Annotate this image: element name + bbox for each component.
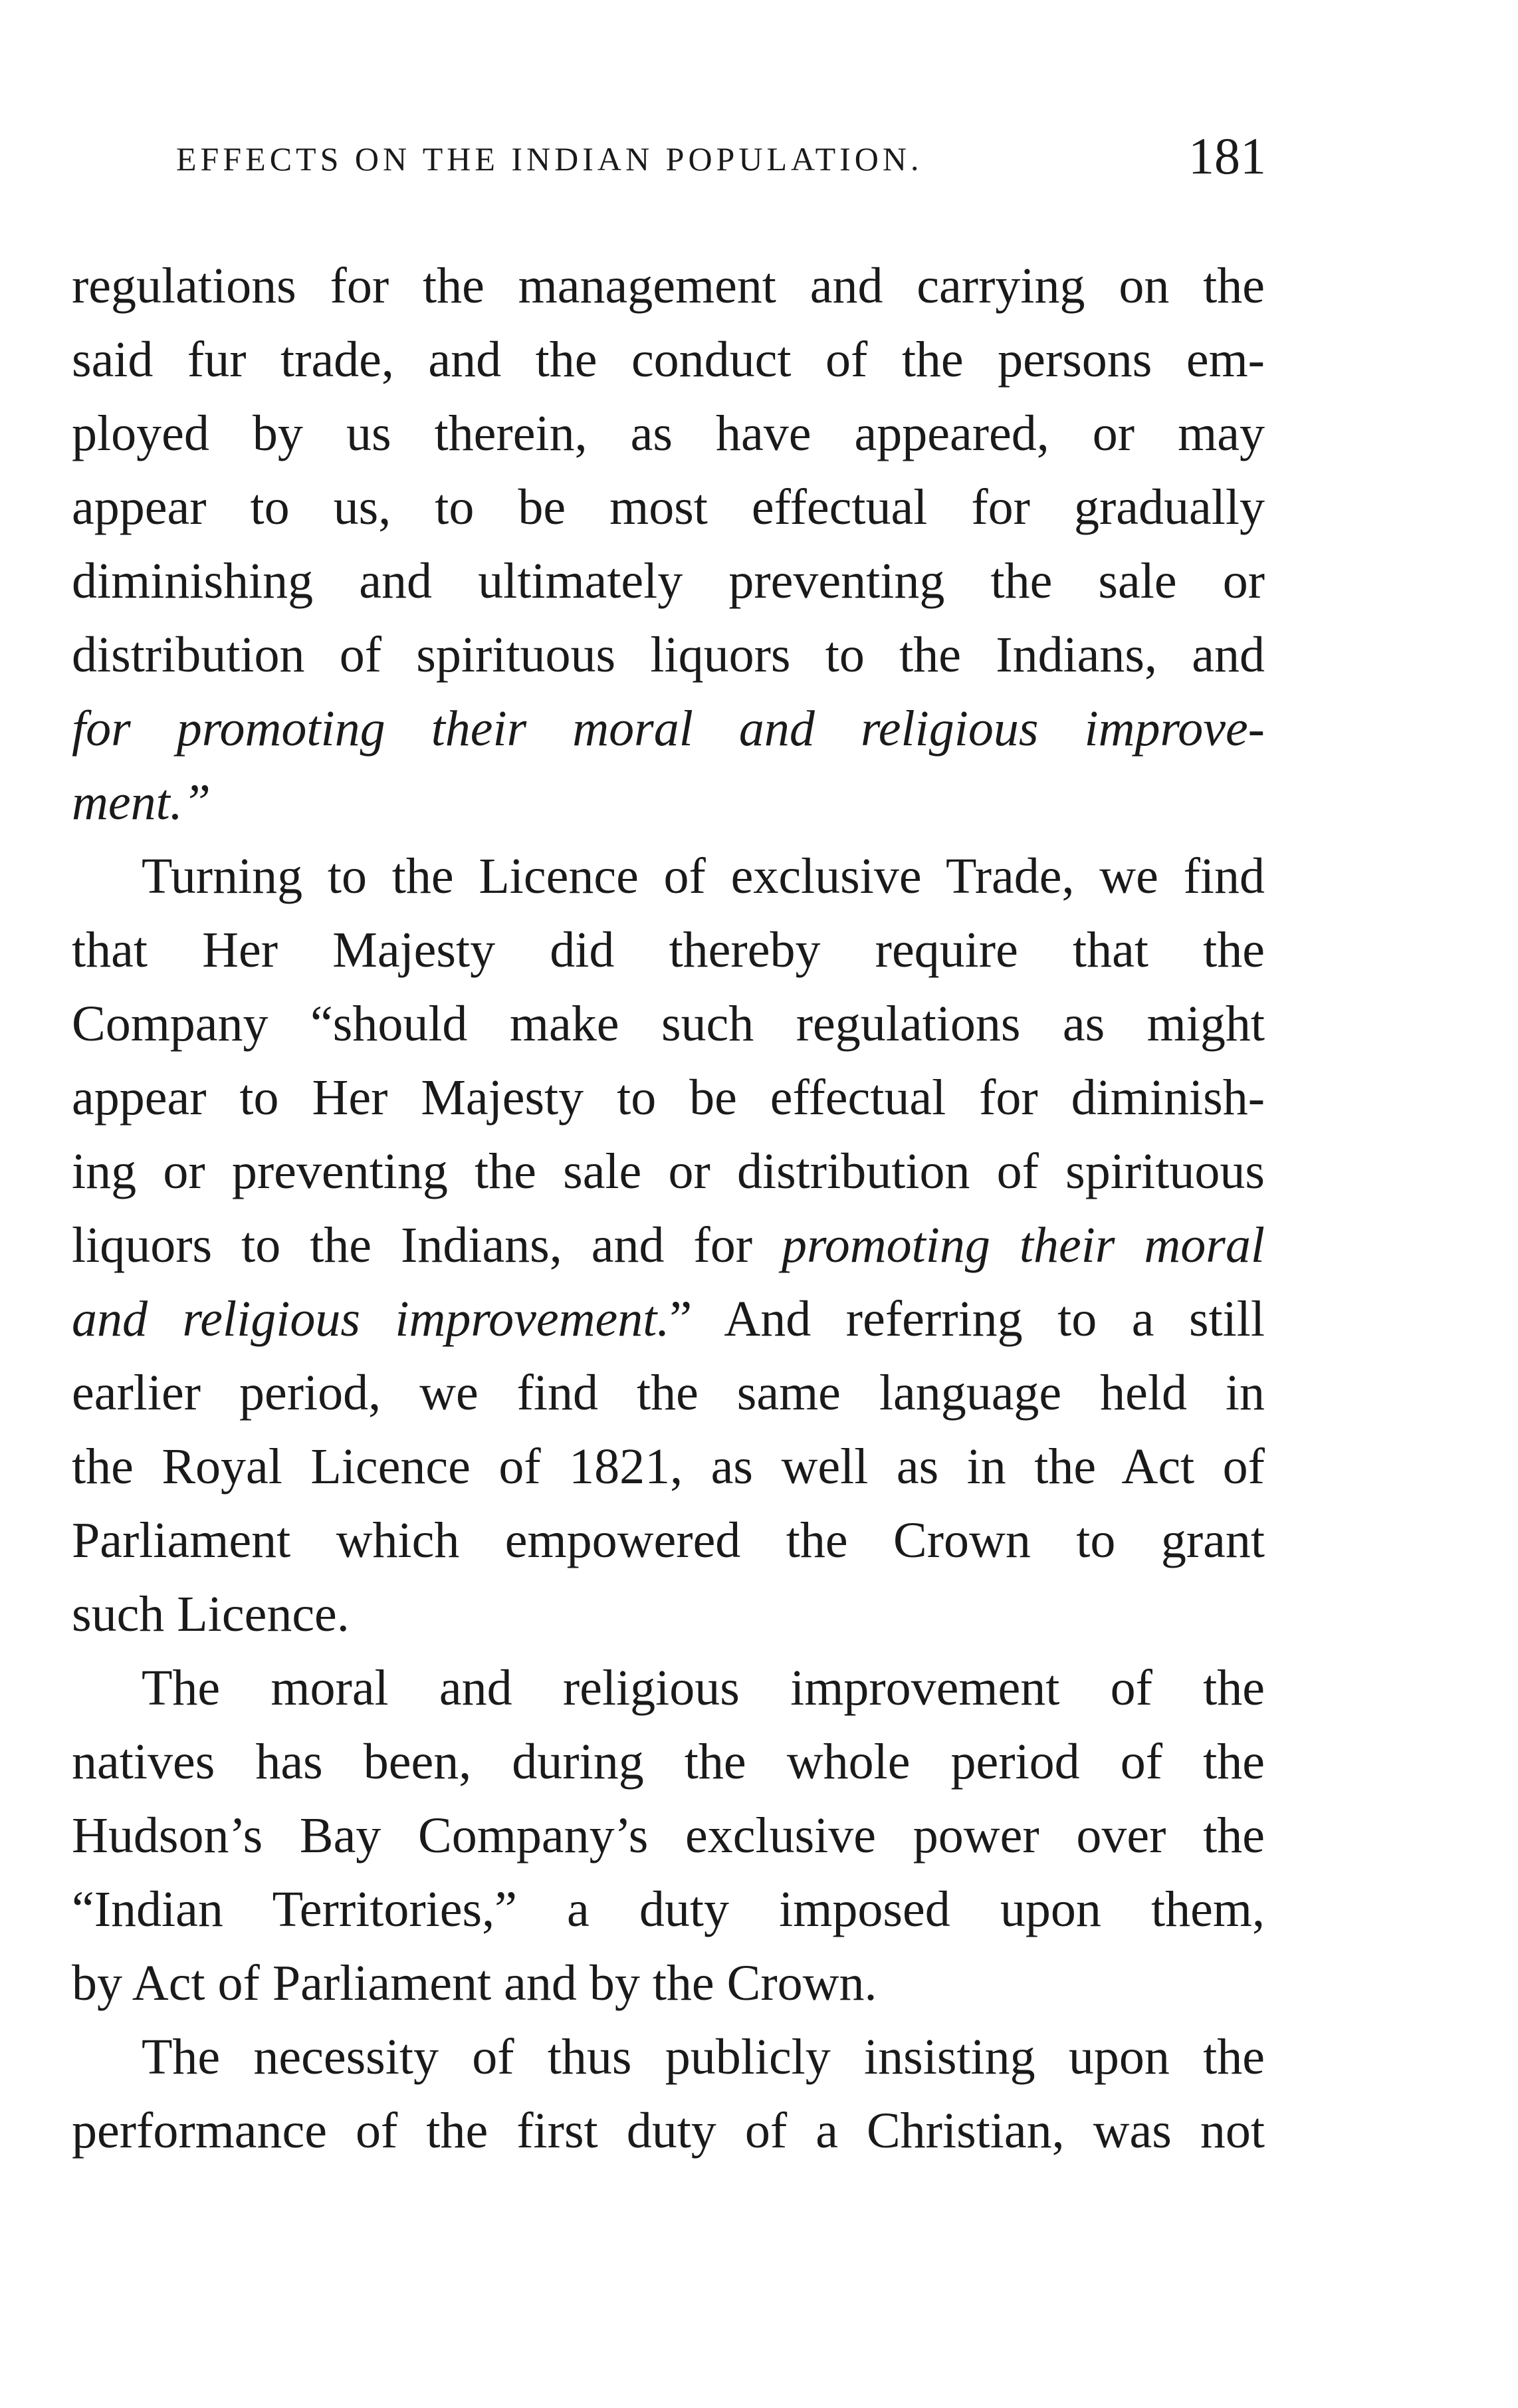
text-line: regulations for the management and carrying on the xyxy=(72,258,1265,314)
text-line: “Indian Territories,” a duty imposed upon them, xyxy=(72,1881,1265,1937)
page-header xyxy=(176,126,1266,206)
text-line: natives has been, during the whole period of the xyxy=(72,1734,1265,1790)
text-line: Parliament which empowered the Crown to grant xyxy=(72,1512,1265,1568)
text-line-mixed xyxy=(72,1282,1265,1356)
text-line: ployed by us therein, as have appeared, or may xyxy=(72,406,1265,461)
text-line: that Her Majesty did thereby require that the xyxy=(72,922,1265,978)
text-line: earlier period, we find the same language held in xyxy=(72,1365,1265,1421)
text-line: Hudson’s Bay Company’s exclusive power over the xyxy=(72,1808,1265,1864)
text-run: liquors to the Indians, and for xyxy=(72,1217,782,1273)
page-number: 181 xyxy=(1188,127,1266,185)
text-line-italic: for promoting their moral and religious improve- xyxy=(72,701,1265,757)
paragraph-start: The moral and religious improvement of the xyxy=(142,1660,1265,1716)
text-line: distribution of spirituous liquors to the Indians, and xyxy=(72,627,1265,683)
text-line: said fur trade, and the conduct of the persons em- xyxy=(72,332,1265,388)
text-line: appear to Her Majesty to be effectual for diminish- xyxy=(72,1070,1265,1126)
text-line: ing or preventing the sale or distribution of spirituous xyxy=(72,1144,1265,1199)
paragraph-start: Turning to the Licence of exclusive Trade, we find xyxy=(142,848,1265,904)
text-line: the Royal Licence of 1821, as well as in the Act of xyxy=(72,1439,1265,1495)
text-run: ” And referring to a still xyxy=(669,1291,1265,1347)
text-run-italic: and religious improvement. xyxy=(72,1291,670,1347)
text-line: appear to us, to be most effectual for gradually xyxy=(72,479,1265,535)
text-line: performance of the first duty of a Christian, was not xyxy=(72,2103,1265,2159)
body-text xyxy=(72,249,1265,2168)
text-line-italic: ment.” xyxy=(72,775,211,830)
text-line: Company “should make such regulations as might xyxy=(72,996,1265,1052)
paragraph-start: The necessity of thus publicly insisting upon the xyxy=(142,2029,1265,2085)
text-line: diminishing and ultimately preventing the sale or xyxy=(72,553,1265,609)
text-line: by Act of Parliament and by the Crown. xyxy=(72,1955,877,2011)
running-title: EFFECTS ON THE INDIAN POPULATION. xyxy=(176,140,923,178)
text-run-italic: promoting their moral xyxy=(782,1217,1265,1273)
text-line-mixed xyxy=(72,1209,1265,1282)
text-line: such Licence. xyxy=(72,1586,350,1642)
